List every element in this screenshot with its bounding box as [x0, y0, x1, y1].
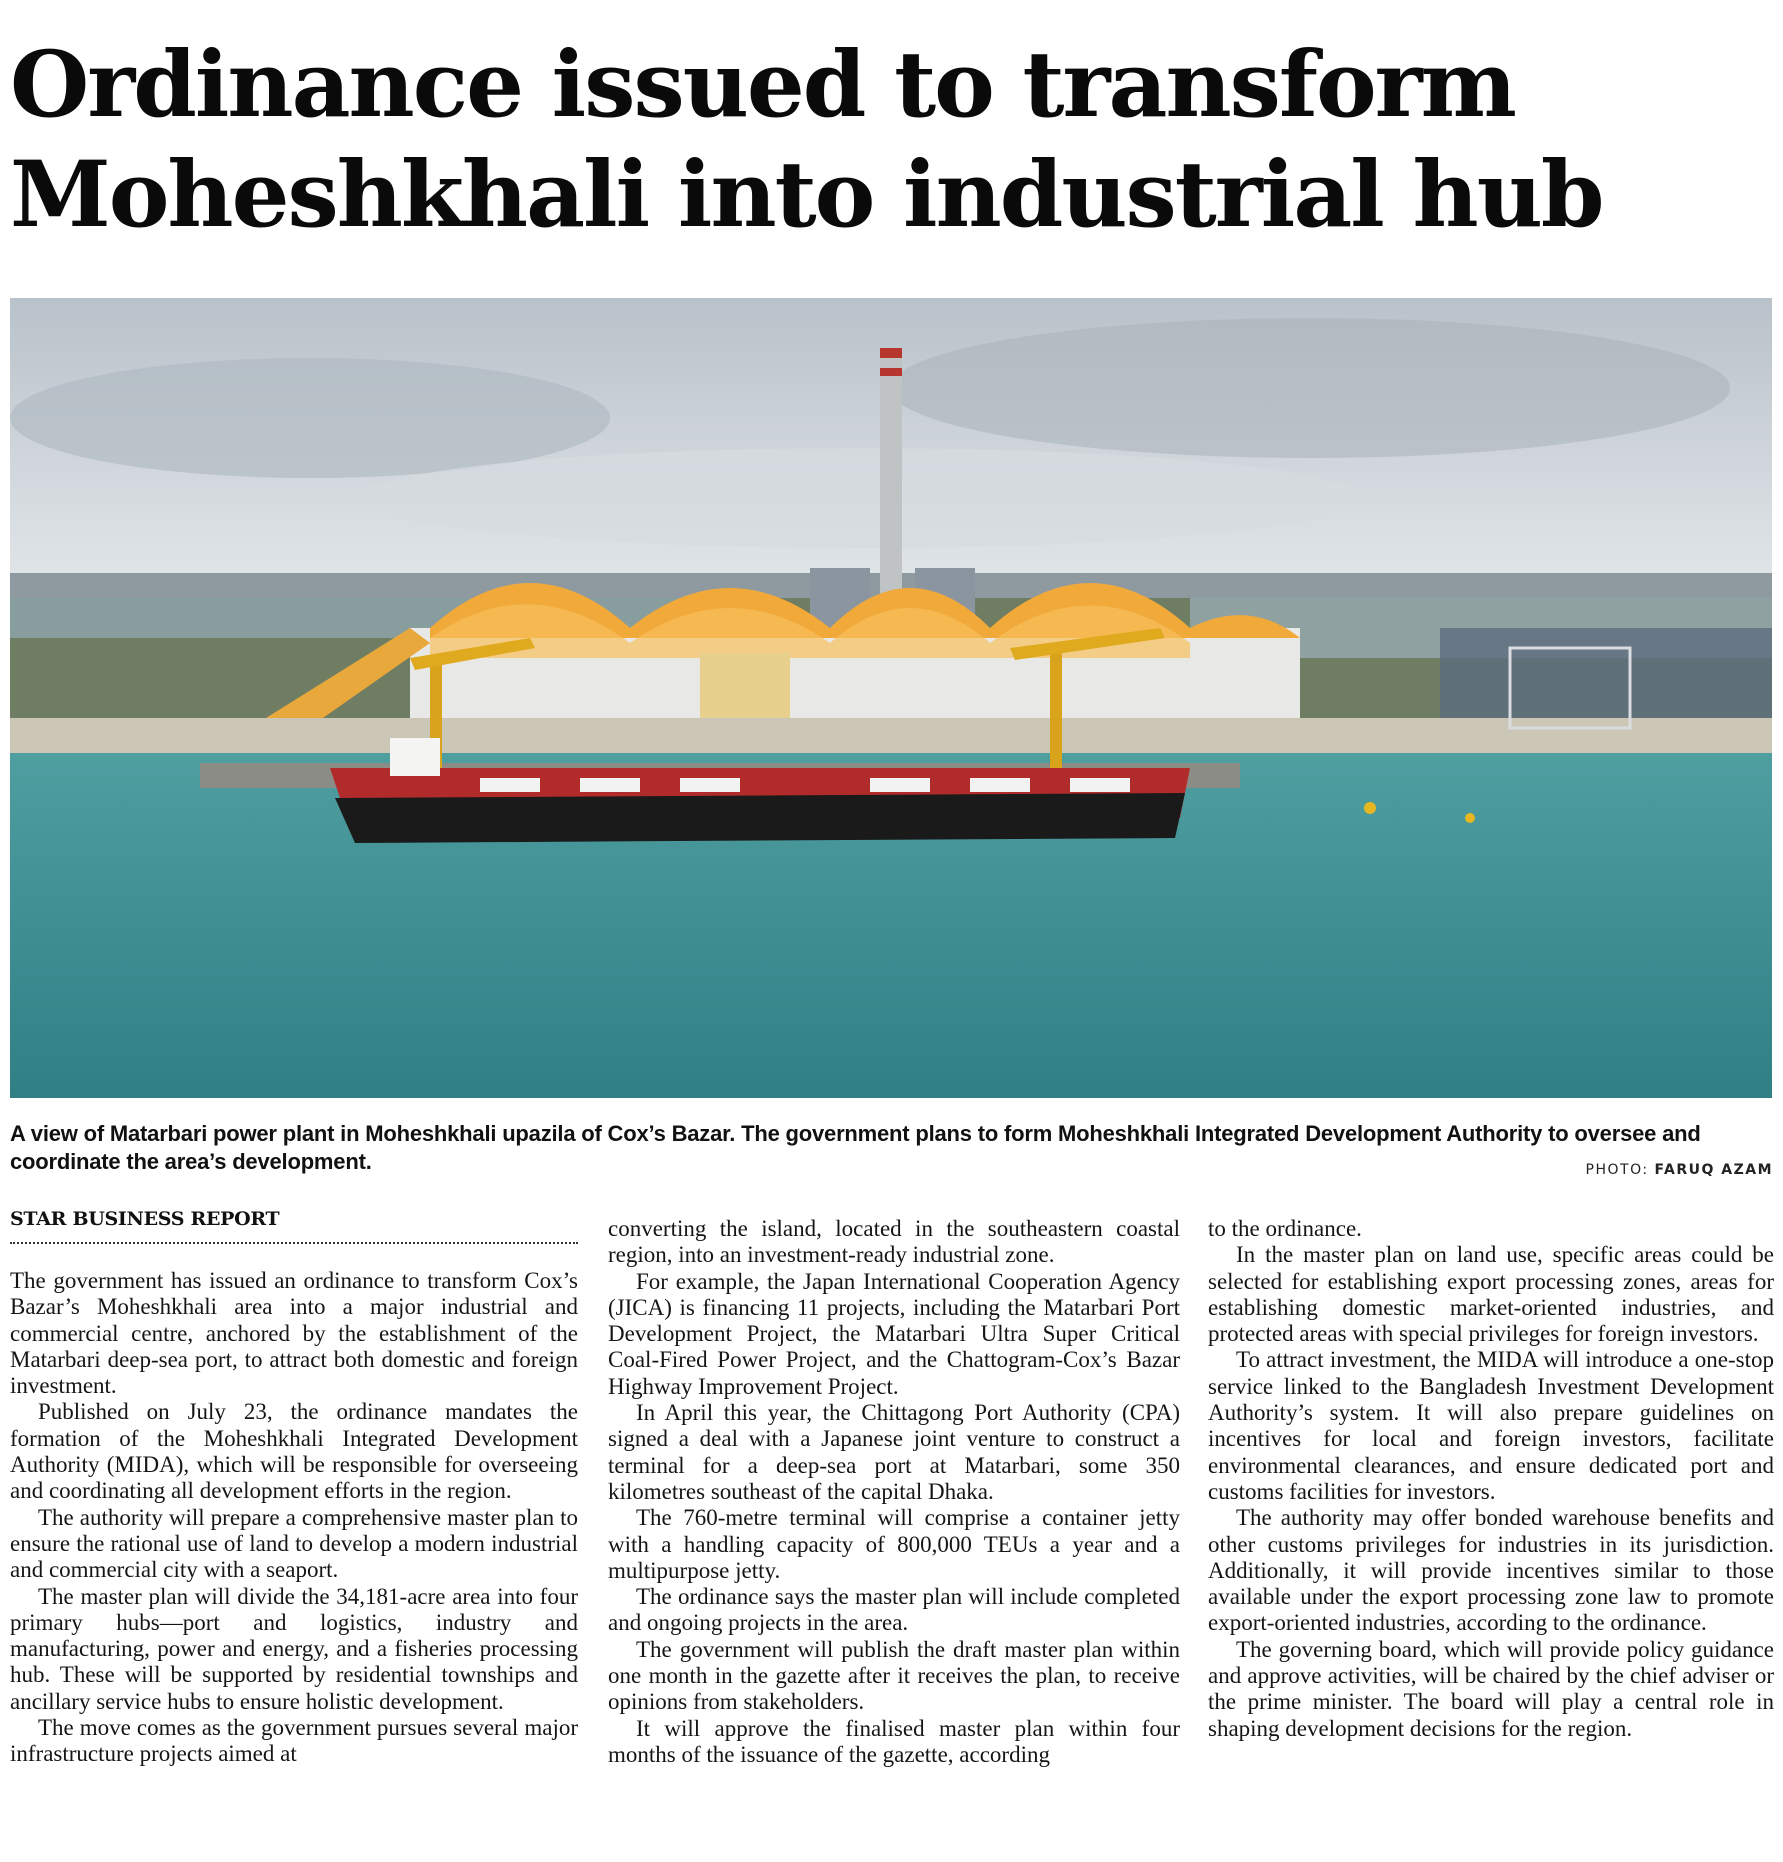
photo-credit-label: PHOTO:	[1585, 1162, 1649, 1178]
photo-credit	[1586, 1162, 1773, 1178]
headline	[10, 30, 1780, 250]
photo-credit-name: FARUQ AZAM	[1654, 1162, 1773, 1178]
power-plant-photo	[10, 298, 1772, 1098]
byline: STAR BUSINESS REPORT	[10, 1208, 578, 1244]
paragraph: The 760-metre terminal will comprise a container jetty with a handling capacity of 800,000 TEUs a year and a multipurpose jetty.	[608, 1505, 1180, 1583]
paragraph: The governing board, which will provide policy guidance and approve activities, will be chaired by the chief adviser or the prime minister. The board will play a central role in shaping development decisions for the region.	[1208, 1636, 1774, 1741]
paragraph: To attract investment, the MIDA will introduce a one-stop service linked to the Bangladesh Investment Development Authority’s system. It will also prepare guidelines on incentives for local and foreign investors, facilitate environmental clearances, and ensure dedicated port and customs facilities for investors.	[1208, 1347, 1774, 1504]
article-column-1	[10, 1268, 578, 1768]
paragraph: The master plan will divide the 34,181-acre area into four primary hubs—port and logistics, industry and manufacturing, power and energy, and a fisheries processing hub. These will be supported by residential townships and ancillary service hubs to ensure holistic development.	[10, 1583, 578, 1714]
paragraph: The move comes as the government pursues several major infrastructure projects aimed at	[10, 1715, 578, 1767]
paragraph: The ordinance says the master plan will include completed and ongoing projects in the area.	[608, 1584, 1180, 1636]
headline-line-1: Ordinance issued to transform	[10, 32, 1515, 138]
paragraph: In the master plan on land use, specific areas could be selected for establishing export processing zones, areas for establishing domestic market-oriented industries, and protected areas with special privileges for foreign investors.	[1208, 1242, 1774, 1347]
paragraph: For example, the Japan International Cooperation Agency (JICA) is financing 11 projects, including the Matarbari Port Development Project, the Matarbari Ultra Super Critical Coal-Fired Power Project, and the Chattogram-Cox’s Bazar Highway Improvement Project.	[608, 1268, 1180, 1399]
paragraph: In April this year, the Chittagong Port Authority (CPA) signed a deal with a Japanese joint venture to construct a terminal for a deep-sea port at Matarbari, some 350 kilometres southeast of the capital Dhaka.	[608, 1400, 1180, 1504]
paragraph: It will approve the finalised master plan within four months of the issuance of the gazette, according	[608, 1715, 1180, 1767]
paragraph: The government has issued an ordinance to transform Cox’s Bazar’s Moheshkhali area into a major industrial and commercial centre, anchored by the establishment of the Matarbari deep-sea port, to attract both domestic and foreign investment.	[10, 1268, 578, 1399]
paragraph: The government will publish the draft master plan within one month in the gazette after it receives the plan, to receive opinions from stakeholders.	[608, 1636, 1180, 1715]
paragraph: The authority may offer bonded warehouse benefits and other customs privileges for industries in its jurisdiction. Additionally, it will provide incentives similar to those available under the export processing zone law to promote export-oriented industries, according to the ordinance.	[1208, 1505, 1774, 1636]
paragraph: Published on July 23, the ordinance mandates the formation of the Moheshkhali Integrated Development Authority (MIDA), which will be responsible for overseeing and coordinating all development efforts in the region.	[10, 1399, 578, 1504]
article-column-2	[608, 1216, 1180, 1768]
paragraph: converting the island, located in the southeastern coastal region, into an investment-ready industrial zone.	[608, 1216, 1180, 1268]
headline-line-2: Moheshkhali into industrial hub	[10, 142, 1603, 248]
paragraph: to the ordinance.	[1208, 1216, 1362, 1241]
paragraph: The authority will prepare a comprehensive master plan to ensure the rational use of land to develop a modern industrial and commercial city with a seaport.	[10, 1504, 578, 1583]
article-column-3	[1208, 1216, 1774, 1742]
photo-caption: A view of Matarbari power plant in Moheshkhali upazila of Cox’s Bazar. The government plans to form Moheshkhali Integrated Development Authority to oversee and coordinate the area’s development.	[10, 1121, 1701, 1174]
